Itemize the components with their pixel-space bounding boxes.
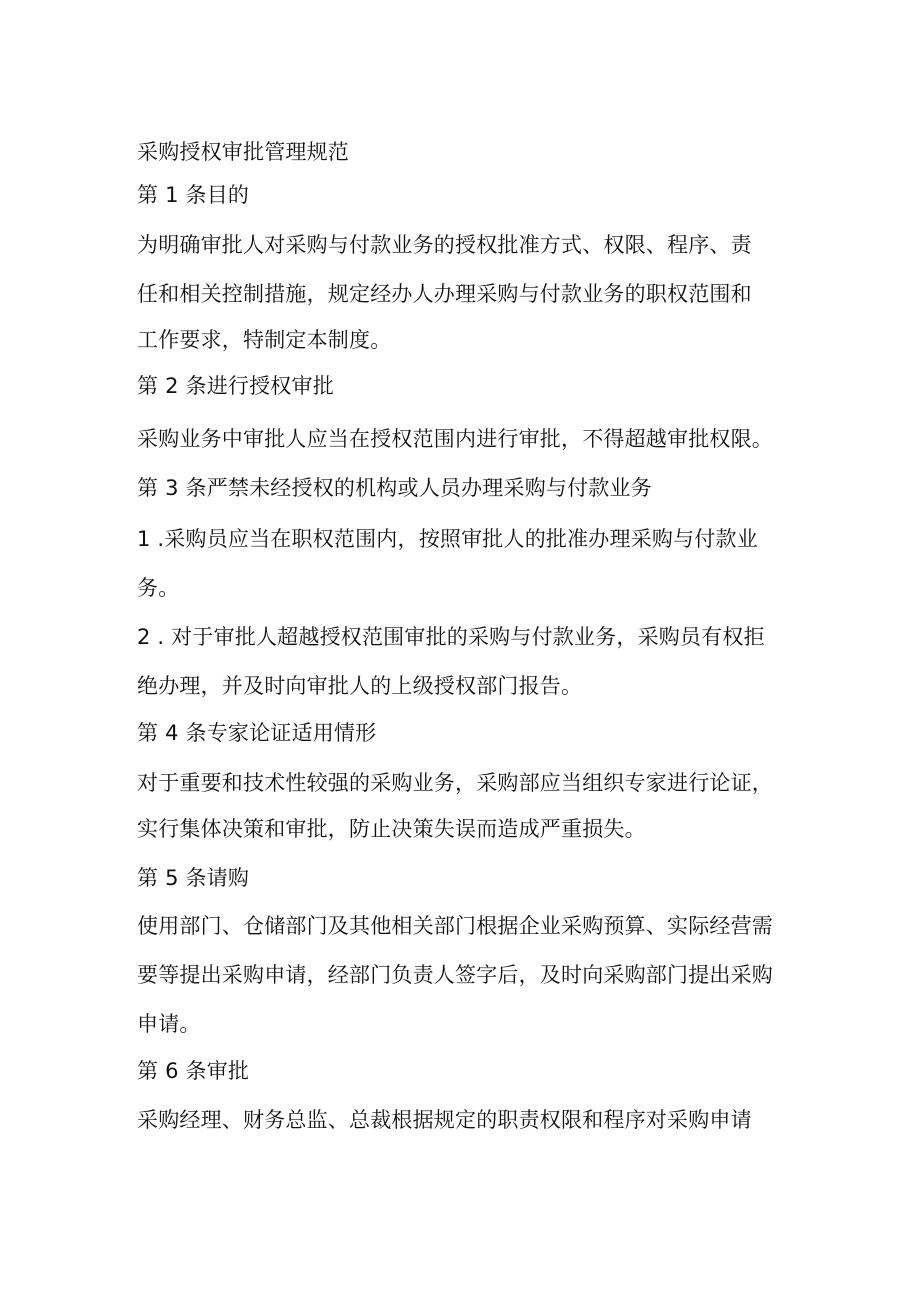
article-2-heading: 第 2 条进行授权审批 [137, 374, 334, 398]
paragraph-line: 实行集体决策和审批，防止决策失误而造成严重损失。 [137, 817, 646, 841]
article-4-heading: 第 4 条专家论证适用情形 [137, 721, 377, 745]
article-1-heading: 第 1 条目的 [137, 183, 250, 207]
paragraph-line: 申请。 [137, 1012, 201, 1036]
paragraph-line: 使用部门、仓储部门及其他相关部门根据企业采购预算、实际经营需 [137, 914, 773, 938]
list-item-line: 1 .采购员应当在职权范围内，按照审批人的批准办理采购与付款业 [137, 527, 758, 551]
paragraph-line: 任和相关控制措施，规定经办人办理采购与付款业务的职权范围和 [137, 282, 752, 306]
list-item-line: 务。 [137, 576, 180, 600]
paragraph-line: 采购经理、财务总监、总裁根据规定的职责权限和程序对采购申请 [137, 1108, 752, 1132]
paragraph-line: 对于重要和技术性较强的采购业务，采购部应当组织专家进行论证， [137, 771, 773, 795]
paragraph-line: 为明确审批人对采购与付款业务的授权批准方式、权限、程序、责 [137, 233, 752, 257]
list-item-line: 2 . 对于审批人超越授权范围审批的采购与付款业务，采购员有权拒 [137, 625, 765, 649]
document-title: 采购授权审批管理规范 [137, 140, 349, 164]
article-3-heading: 第 3 条严禁未经授权的机构或人员办理采购与付款业务 [137, 476, 652, 500]
paragraph-line: 采购业务中审批人应当在授权范围内进行审批，不得超越审批权限。 [137, 427, 773, 451]
article-5-heading: 第 5 条请购 [137, 866, 250, 890]
list-item-line: 绝办理，并及时向审批人的上级授权部门报告。 [137, 674, 583, 698]
paragraph-line: 工作要求，特制定本制度。 [137, 328, 392, 352]
paragraph-line: 要等提出采购申请，经部门负责人签字后，及时向采购部门提出采购 [137, 963, 773, 987]
article-6-heading: 第 6 条审批 [137, 1059, 250, 1083]
